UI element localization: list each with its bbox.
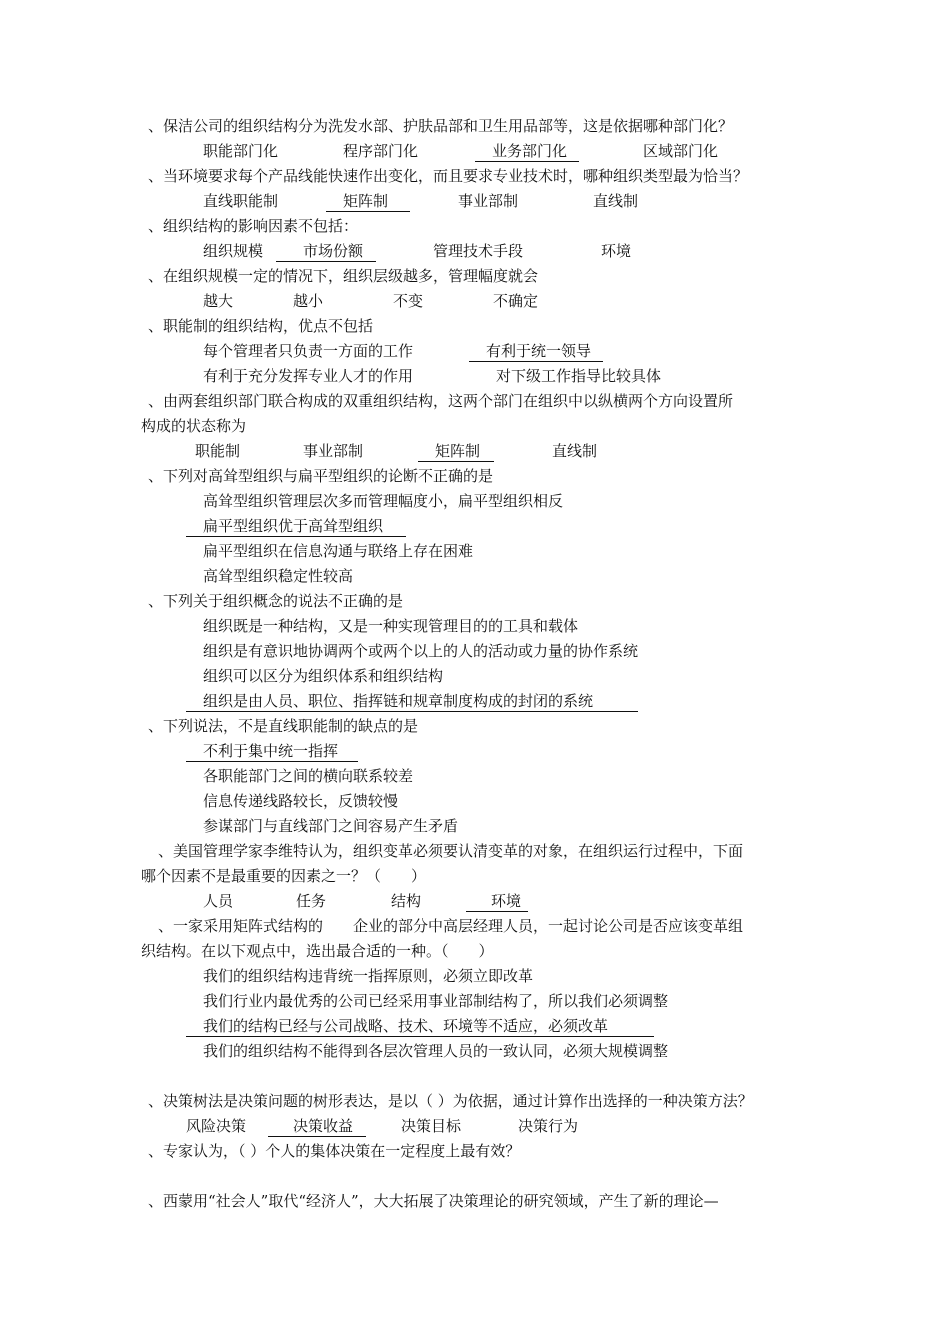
q5-option-a: 每个管理者只负责一方面的工作: [203, 342, 414, 360]
question-6-stem-line-1: 、由两套组织部门联合构成的双重组织结构，这两个部门在组织中以纵横两个方向设置所: [148, 392, 734, 410]
q8-option-a: 组织既是一种结构，又是一种实现管理目的的工具和载体: [203, 617, 579, 635]
q3-option-c: 管理技术手段: [433, 242, 524, 260]
question-5-stem: 、职能制的组织结构，优点不包括: [148, 317, 374, 335]
q12-option-d: 决策行为: [518, 1117, 579, 1135]
q11-option-b: 我们行业内最优秀的公司已经采用事业部制结构了，所以我们必须调整: [203, 992, 669, 1010]
question-9-stem: 、下列说法，不是直线职能制的缺点的是: [148, 717, 419, 735]
q5-option-c: 有利于充分发挥专业人才的作用: [203, 367, 414, 385]
q10-option-a: 人员: [203, 892, 234, 910]
q6-option-a: 职能制: [195, 442, 241, 460]
q6-option-c: 矩阵制: [435, 442, 481, 460]
q2-answer-underline: [326, 211, 410, 212]
q9-option-c: 信息传递线路较长，反馈较慢: [203, 792, 399, 810]
question-11-stem-line-1: 、一家采用矩阵式结构的 企业的部分中高层经理人员，一起讨论公司是否应该变革组: [158, 917, 744, 935]
q9-answer-underline: [186, 761, 358, 762]
question-6-stem-line-2: 构成的状态称为: [141, 417, 247, 435]
q11-option-c: 我们的结构已经与公司战略、技术、环境等不适应，必须改革: [203, 1017, 609, 1035]
q11-answer-underline: [186, 1036, 654, 1037]
q5-option-d: 对下级工作指导比较具体: [496, 367, 662, 385]
q2-option-b: 矩阵制: [343, 192, 389, 210]
question-13-stem: 、专家认为，（ ）个人的集体决策在一定程度上最有效？: [148, 1142, 521, 1160]
q7-option-c: 扁平型组织在信息沟通与联络上存在困难: [203, 542, 474, 560]
question-11-stem-line-2: 织结构。在以下观点中，选出最合适的一种。（ ）: [141, 942, 494, 960]
q1-option-c: 业务部门化: [492, 142, 568, 160]
q10-option-c: 结构: [391, 892, 422, 910]
q8-answer-underline: [186, 711, 638, 712]
question-7-stem: 、下列对高耸型组织与扁平型组织的论断不正确的是: [148, 467, 494, 485]
q1-option-d: 区域部门化: [643, 142, 719, 160]
q8-option-c: 组织可以区分为组织体系和组织结构: [203, 667, 444, 685]
q3-option-a: 组织规模: [203, 242, 264, 260]
q5-answer-underline: [469, 361, 603, 362]
q9-option-d: 参谋部门与直线部门之间容易产生矛盾: [203, 817, 459, 835]
question-14-stem: 、西蒙用“社会人”取代“经济人”，大大拓展了决策理论的研究领域，产生了新的理论—: [148, 1192, 719, 1210]
q1-answer-underline: [475, 161, 579, 162]
q7-answer-underline: [186, 536, 406, 537]
question-4-stem: 、在组织规模一定的情况下，组织层级越多，管理幅度就会: [148, 267, 539, 285]
q12-option-a: 风险决策: [186, 1117, 247, 1135]
q11-option-a: 我们的组织结构违背统一指挥原则，必须立即改革: [203, 967, 534, 985]
q2-option-c: 事业部制: [458, 192, 519, 210]
q3-option-d: 环境: [601, 242, 632, 260]
q3-option-b: 市场份额: [303, 242, 364, 260]
q12-answer-underline: [268, 1136, 366, 1137]
q1-option-b: 程序部门化: [343, 142, 419, 160]
question-1-stem: 、保洁公司的组织结构分为洗发水部、护肤品部和卫生用品部等，这是依据哪种部门化？: [148, 117, 734, 135]
q11-option-d: 我们的组织结构不能得到各层次管理人员的一致认同，必须大规模调整: [203, 1042, 669, 1060]
q7-option-a: 高耸型组织管理层次多而管理幅度小，扁平型组织相反: [203, 492, 564, 510]
q10-option-d: 环境: [491, 892, 522, 910]
q10-option-b: 任务: [296, 892, 327, 910]
q4-option-c: 不变: [393, 292, 424, 310]
question-12-stem: 、决策树法是决策问题的树形表达，是以（ ）为依据，通过计算作出选择的一种决策方法？: [148, 1092, 753, 1110]
q4-option-d: 不确定: [493, 292, 539, 310]
q8-option-d: 组织是由人员、职位、指挥链和规章制度构成的封闭的系统: [203, 692, 594, 710]
q5-option-b: 有利于统一领导: [486, 342, 592, 360]
q6-option-d: 直线制: [552, 442, 598, 460]
question-10-stem-line-1: 、美国管理学家李维特认为，组织变革必须要认清变革的对象，在组织运行过程中，下面: [158, 842, 744, 860]
q7-option-b: 扁平型组织优于高耸型组织: [203, 517, 384, 535]
q2-option-a: 直线职能制: [203, 192, 279, 210]
q9-option-a: 不利于集中统一指挥: [203, 742, 339, 760]
question-8-stem: 、下列关于组织概念的说法不正确的是: [148, 592, 404, 610]
q7-option-d: 高耸型组织稳定性较高: [203, 567, 354, 585]
q4-option-a: 越大: [203, 292, 234, 310]
q1-option-a: 职能部门化: [203, 142, 279, 160]
q9-option-b: 各职能部门之间的横向联系较差: [203, 767, 414, 785]
question-2-stem: 、当环境要求每个产品线能快速作出变化，而且要求专业技术时，哪种组织类型最为恰当？: [148, 167, 749, 185]
q10-answer-underline: [466, 911, 528, 912]
q6-answer-underline: [418, 461, 494, 462]
q12-option-b: 决策收益: [293, 1117, 354, 1135]
question-10-stem-line-2: 哪个因素不是最重要的因素之一？（ ）: [141, 867, 427, 885]
q2-option-d: 直线制: [593, 192, 639, 210]
q3-answer-underline: [276, 261, 376, 262]
question-3-stem: 、组织结构的影响因素不包括：: [148, 217, 359, 235]
q4-option-b: 越小: [293, 292, 324, 310]
q6-option-b: 事业部制: [303, 442, 364, 460]
q12-option-c: 决策目标: [401, 1117, 462, 1135]
q8-option-b: 组织是有意识地协调两个或两个以上的人的活动或力量的协作系统: [203, 642, 639, 660]
